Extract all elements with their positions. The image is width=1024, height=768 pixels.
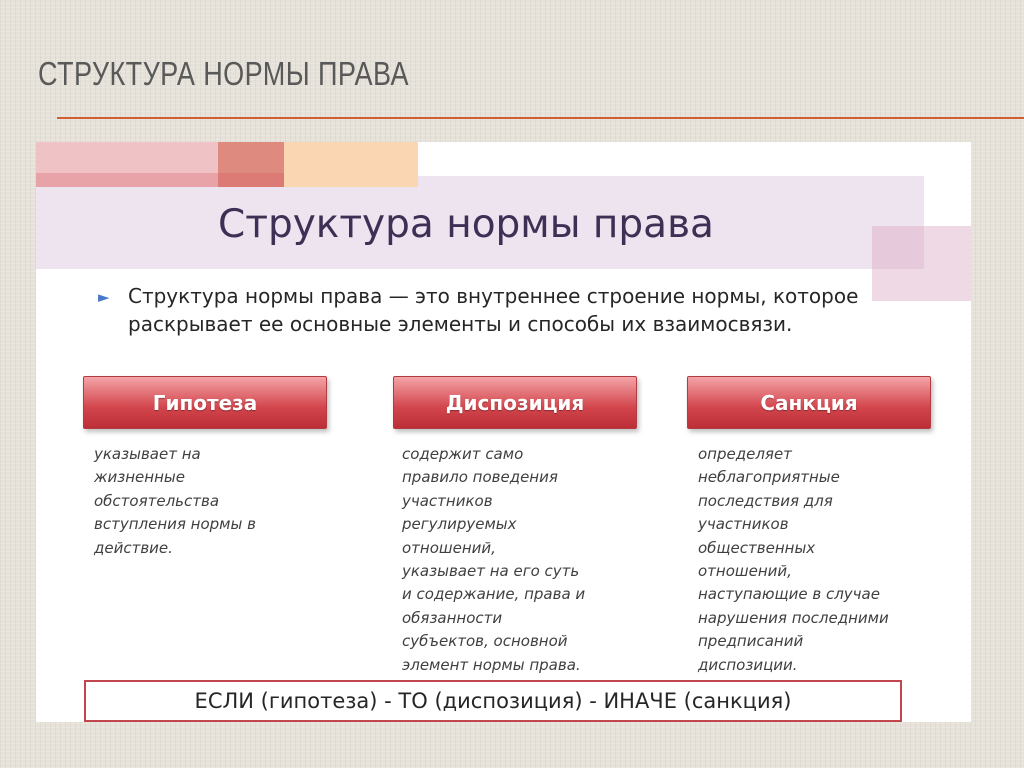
title-divider: [57, 117, 1024, 119]
bullet-arrow-icon: ►: [98, 288, 110, 306]
decor-block-peach: [284, 142, 418, 187]
intro-text: Структура нормы права — это внутреннее строение нормы, которое раскрывает ее основные элементы и способы их взаимосвязи.: [128, 284, 859, 336]
decor-block-overlay: [36, 173, 284, 187]
slide-title: Структура нормы права: [218, 202, 714, 247]
sanction-description: определяет неблагоприятные последствия для участников общественных отношений, наступающие в случае нарушения последними предписаний диспозиции.: [698, 445, 889, 674]
heading-sanction: Санкция: [687, 376, 931, 429]
hypothesis-description: указывает на жизненные обстоятельства вступления нормы в действие.: [94, 445, 256, 557]
formula-box: ЕСЛИ (гипотеза) - ТО (диспозиция) - ИНАЧЕ (санкция): [84, 680, 902, 722]
disposition-description: содержит само правило поведения участников регулируемых отношений, указывает на его суть и содержание, права и обязанности субъектов, основной элемент нормы права.: [402, 445, 586, 674]
page-title: СТРУКТУРА НОРМЫ ПРАВА: [38, 55, 410, 92]
heading-disposition: Диспозиция: [393, 376, 637, 429]
slide-image: [36, 142, 971, 722]
heading-hypothesis: Гипотеза: [83, 376, 327, 429]
